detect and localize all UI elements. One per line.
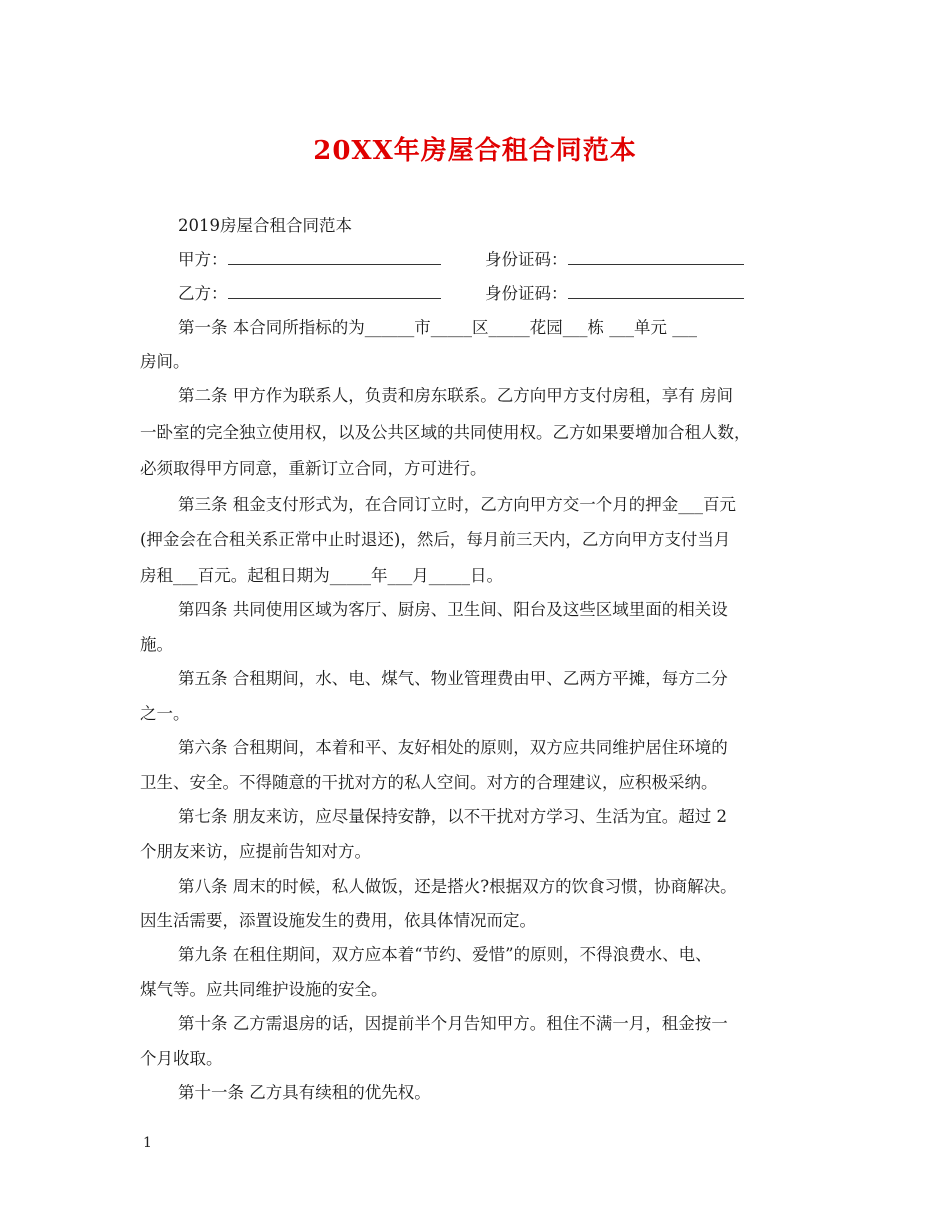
clause-line: 之一。	[140, 704, 190, 723]
clause-line: 煤气等。应共同维护设施的安全。	[140, 980, 388, 999]
clause-line: 第九条 在租住期间，双方应本着“节约、爱惜”的原则，不得浪费水、电、	[178, 945, 712, 964]
party-a-id-label: 身份证码：	[485, 250, 568, 269]
clause-line: 个月收取。	[140, 1049, 223, 1068]
party-a-label: 甲方：	[178, 250, 228, 269]
clause-line: 一卧室的完全独立使用权，以及公共区域的共同使用权。乙方如果要增加合租人数，	[140, 423, 751, 442]
clause-line: 第五条 合租期间，水、电、煤气、物业管理费由甲、乙两方平摊，每方二分	[178, 669, 728, 688]
party-b-id-row	[485, 280, 744, 304]
clause-line: 第七条 朋友来访，应尽量保持安静，以不干扰对方学习、生活为宜。超过 2	[178, 807, 727, 826]
clause-line: 第八条 周末的时候，私人做饭，还是搭火?根据双方的饮食习惯，协商解决。	[178, 877, 737, 896]
clause-line: 第三条 租金支付形式为，在合同订立时，乙方向甲方交一个月的押金___百元	[178, 495, 736, 514]
document-title: 20XX年房屋合租合同范本	[313, 136, 637, 166]
party-b-id-blank	[568, 284, 744, 299]
clause-line: 第四条 共同使用区域为客厅、厨房、卫生间、阳台及这些区域里面的相关设	[178, 600, 728, 619]
clause-line: 第十条 乙方需退房的话，因提前半个月告知甲方。租住不满一月，租金按一	[178, 1014, 728, 1033]
clause-line: 第一条 本合同所指标的为______市_____区_____花园___栋 ___单元 ___	[178, 318, 697, 337]
clause-line: 第六条 合租期间，本着和平、友好相处的原则，双方应共同维护居住环境的	[178, 738, 728, 757]
subtitle: 2019房屋合租合同范本	[178, 216, 352, 235]
clause-line: 个朋友来访，应提前告知对方。	[140, 842, 371, 861]
clause-line: 第二条 甲方作为联系人，负责和房东联系。乙方向甲方支付房租，享有 房间	[178, 386, 733, 405]
party-a-blank	[228, 250, 441, 265]
party-b-blank	[228, 284, 441, 299]
clause-line: 房租___百元。起租日期为_____年___月_____日。	[140, 566, 503, 585]
clause-line: 第十一条 乙方具有续租的优先权。	[178, 1083, 431, 1102]
clause-line: 因生活需要，添置设施发生的费用，依具体情况而定。	[140, 911, 536, 930]
page-number: 1	[143, 1135, 152, 1151]
clause-line: 卫生、安全。不得随意的干扰对方的私人空间。对方的合理建议，应积极采纳。	[140, 773, 718, 792]
clause-line: 必须取得甲方同意，重新订立合同，方可进行。	[140, 459, 487, 478]
party-b-id-label: 身份证码：	[485, 284, 568, 303]
party-a-id-blank	[568, 250, 744, 265]
party-a-id-row	[485, 246, 744, 270]
party-b-label: 乙方：	[178, 284, 228, 303]
clause-line: 施。	[140, 635, 173, 654]
clause-line: (押金会在合租关系正常中止时退还)，然后，每月前三天内，乙方向甲方支付当月	[140, 530, 731, 549]
clause-line: 房间。	[140, 352, 190, 371]
